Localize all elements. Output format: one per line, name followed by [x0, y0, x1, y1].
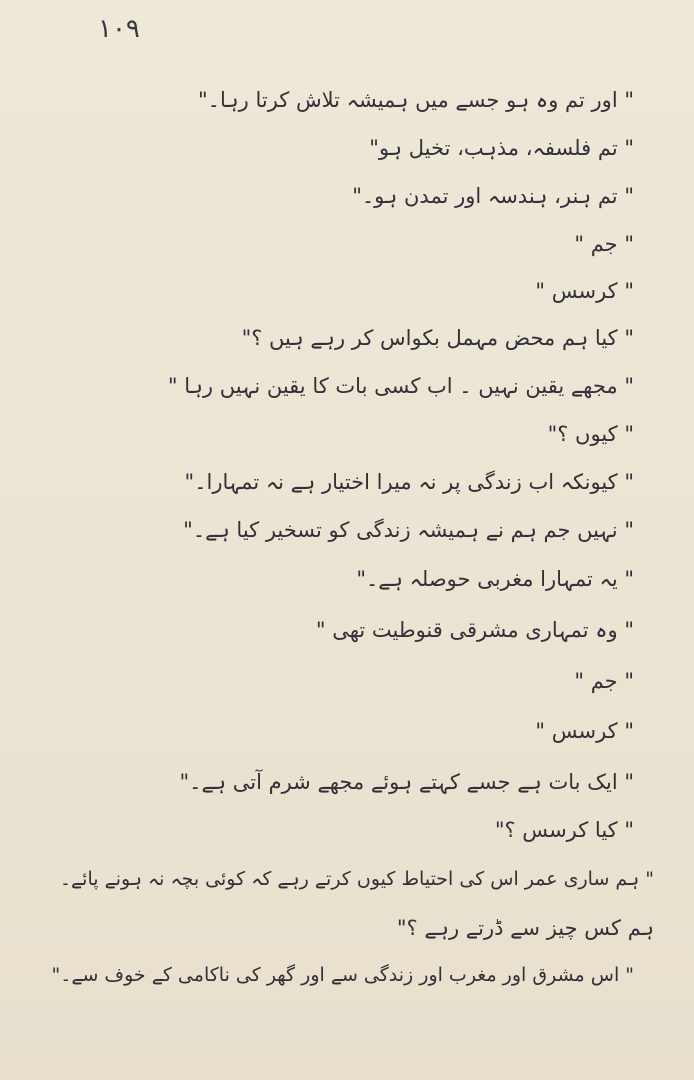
text-line: " جم " — [574, 232, 634, 256]
text-line: " کیونکہ اب زندگی پر نہ میرا اختیار ہے نہ تمہارا۔" — [184, 470, 634, 494]
page-number: ۱۰۹ — [98, 14, 140, 44]
text-line: " کرسس " — [535, 719, 634, 743]
text-line: " تم ہنر، ہندسہ اور تمدن ہو۔" — [352, 184, 634, 208]
text-line: " کرسس " — [535, 279, 634, 303]
text-line: " نہیں جم ہم نے ہمیشہ زندگی کو تسخیر کیا ہے۔" — [183, 518, 634, 542]
text-line: " کیوں ؟" — [547, 422, 634, 446]
text-line: " جم " — [574, 669, 634, 693]
text-line: " تم فلسفہ، مذہب، تخیل ہو" — [369, 136, 634, 160]
text-line: " ایک بات ہے جسے کہتے ہوئے مجھے شرم آتی ہے۔" — [179, 770, 634, 794]
text-line: " کیا کرسس ؟" — [494, 818, 634, 842]
text-line: " اور تم وہ ہو جسے میں ہمیشہ تلاش کرتا رہا۔" — [197, 88, 634, 112]
text-line: " وہ تمہاری مشرقی قنوطیت تھی " — [315, 618, 634, 642]
text-line: " ہم ساری عمر اس کی احتیاط کیوں کرتے رہے کہ کوئی بچہ نہ ہونے پائے۔ — [59, 868, 654, 890]
text-line: ہم کس چیز سے ڈرتے رہے ؟" — [396, 916, 654, 940]
text-line: " مجھے یقین نہیں ۔ اب کسی بات کا یقین نہیں رہا " — [167, 374, 634, 398]
text-line: " کیا ہم محض مہمل بکواس کر رہے ہیں ؟" — [241, 326, 634, 350]
text-line: " یہ تمہارا مغربی حوصلہ ہے۔" — [356, 567, 634, 591]
text-line: " اس مشرق اور مغرب اور زندگی سے اور گھر کی ناکامی کے خوف سے۔" — [51, 964, 634, 986]
